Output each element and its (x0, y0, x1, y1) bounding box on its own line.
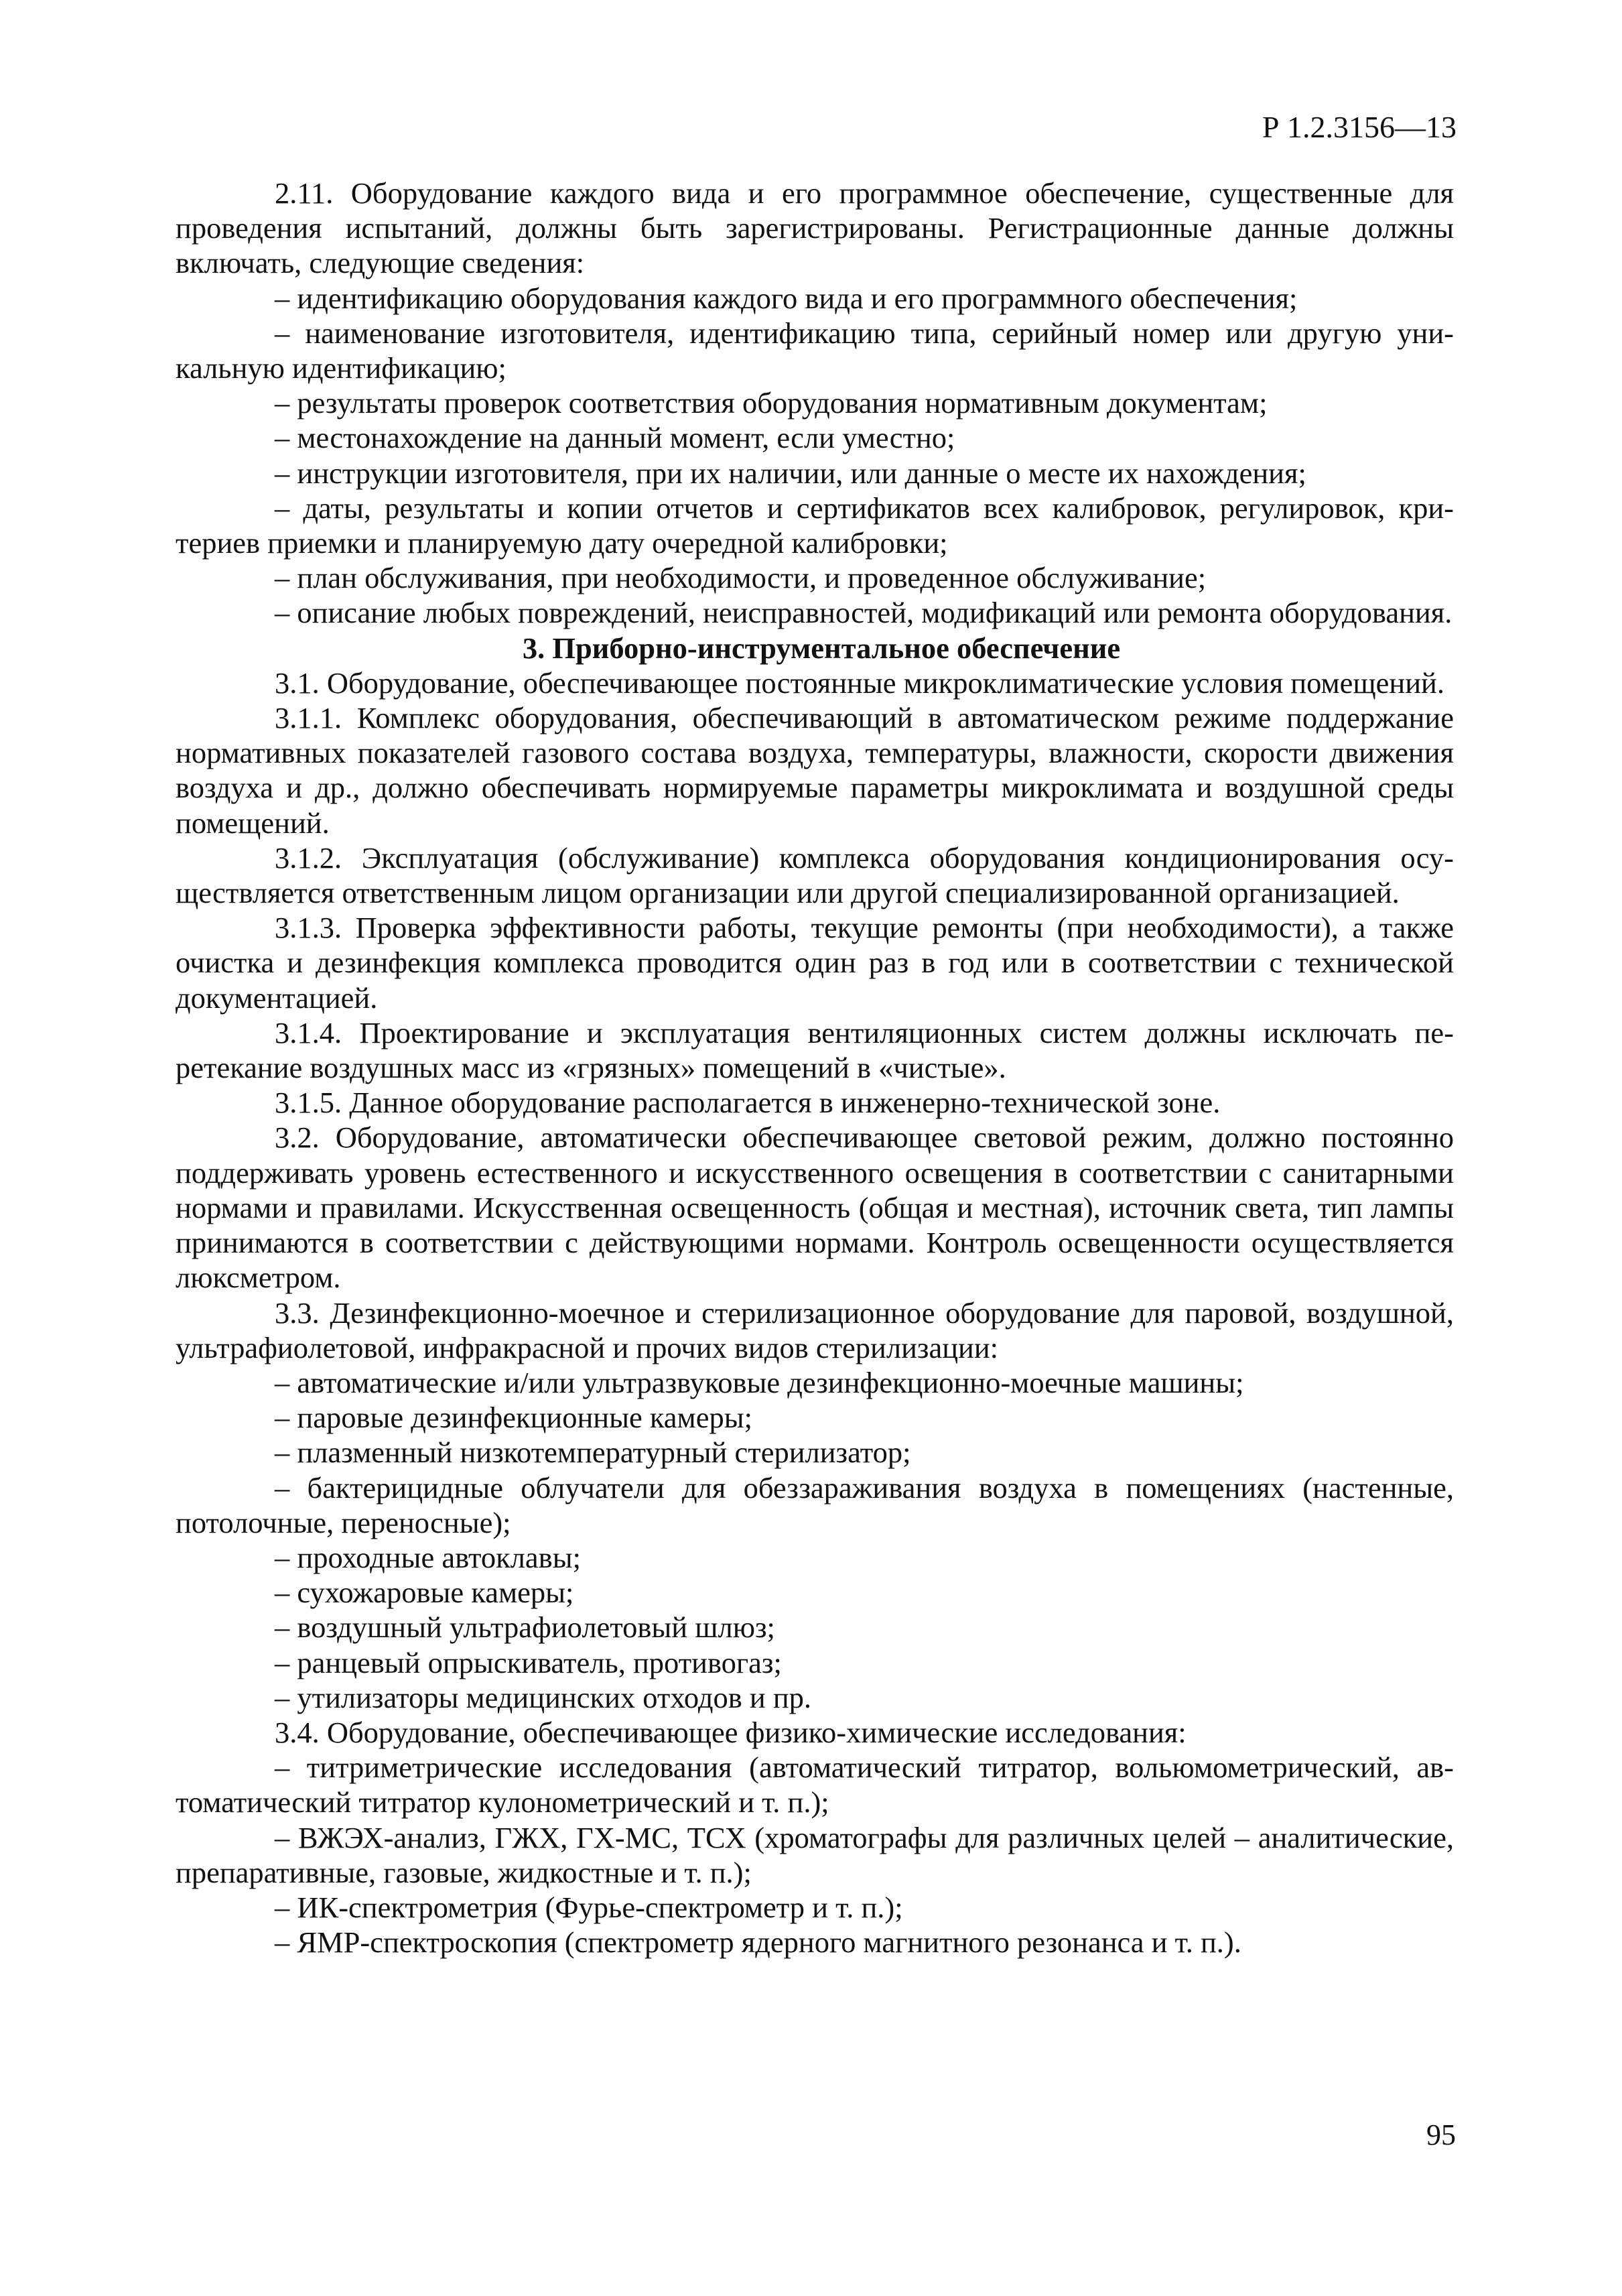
list-item: – ИК-спектрометрия (Фурье-спектрометр и т. п.); (275, 1890, 903, 1924)
list-item: – наименование изготовителя, идентификацию типа, серийный номер или другую уникальную идентификацию; (176, 316, 1454, 385)
list-item: – воздушный ультрафиолетовый шлюз; (275, 1610, 775, 1645)
list-item: – бактерицидные облучатели для обеззараживания воздуха в помещениях (настенные, потолочные, переносные); (176, 1470, 1454, 1539)
list-item: – местонахождение на данный момент, если уместно; (275, 421, 955, 455)
list-item: – проходные автоклавы; (275, 1540, 581, 1574)
paragraph-3-2: 3.2. Оборудование, автоматически обеспечивающее световой режим, должно постоянно поддерживать уровень естественного и искусственного освещения в соответствии с санитарными нормами и правилами. Искусственная освещенность (общая и местная), источник света, тип лампы принимаются в соответствии с действующими нормами. Контроль освещенности осуществляется люксметром. (176, 1121, 1454, 1295)
list-item: – ранцевый опрыскиватель, противогаз; (275, 1645, 782, 1679)
paragraph-3-1-1: 3.1.1. Комплекс оборудования, обеспечивающий в автоматическом режиме поддержание нормативных показателей газового состава воздуха, температуры, влажности, скорости движения воздуха и др., должно обеспечивать нормируемые параметры микроклимата и воздушной среды помещений. (176, 701, 1454, 840)
list-item: – титриметрические исследования (автоматический титратор, вольюмометрический, автоматический титратор кулонометрический и т. п.); (176, 1750, 1454, 1820)
list-item: – плазменный низкотемпературный стерилизатор; (275, 1436, 911, 1470)
paragraph-3-1-3: 3.1.3. Проверка эффективности работы, текущие ремонты (при необходимости), а также очистка и дезинфекция комплекса проводится один раз в год или в соответствии с технической документацией. (176, 911, 1454, 1015)
paragraph-3-4: 3.4. Оборудование, обеспечивающее физико-химические исследования: (275, 1715, 1187, 1749)
list-item: – идентификацию оборудования каждого вида и его программного обеспечения; (275, 281, 1298, 315)
paragraph-3-1-5: 3.1.5. Данное оборудование располагается в инженерно-технической зоне. (275, 1086, 1221, 1120)
paragraph-3-1: 3.1. Оборудование, обеспечивающее постоянные микроклиматические условия помещений. (275, 665, 1444, 700)
paragraph-2-11: 2.11. Оборудование каждого вида и его программное обеспечение, существенные для проведения испытаний, должны быть зарегистрированы. Регистрационные данные должны включать, следующие сведения: (176, 176, 1454, 280)
list-item: – автоматические и/или ультразвуковые дезинфекционно-моечные машины; (275, 1365, 1244, 1399)
list-item: – утилизаторы медицинских отходов и пр. (275, 1680, 812, 1714)
list-item: – сухожаровые камеры; (275, 1576, 574, 1610)
document-code: Р 1.2.3156—13 (1262, 110, 1457, 144)
paragraph-3-3: 3.3. Дезинфекционно-моечное и стерилизационное оборудование для паровой, воздушной, ультрафиолетовой, инфракрасной и прочих видов стерилизации: (176, 1295, 1454, 1364)
section-heading: 3. Приборно-инструментальное обеспечение (522, 631, 1121, 665)
paragraph-3-1-2: 3.1.2. Эксплуатация (обслуживание) комплекса оборудования кондиционирования осуществляется ответственным лицом организации или другой специализированной организацией. (176, 840, 1454, 910)
paragraph-3-1-4: 3.1.4. Проектирование и эксплуатация вентиляционных систем должны исключать перетекание воздушных масс из «грязных» помещений в «чистые». (176, 1015, 1454, 1085)
list-item: – паровые дезинфекционные камеры; (275, 1401, 752, 1435)
list-item: – ЯМР-спектроскопия (спектрометр ядерного магнитного резонанса и т. п.). (275, 1925, 1241, 1960)
page-number: 95 (1426, 2118, 1456, 2151)
document-body (176, 176, 1454, 1960)
list-item: – результаты проверок соответствия оборудования нормативным документам; (275, 386, 1268, 420)
list-item: – описание любых повреждений, неисправностей, модификаций или ремонта оборудования. (275, 596, 1452, 630)
list-item: – инструкции изготовителя, при их наличии, или данные о месте их нахождения; (275, 456, 1306, 490)
list-item: – ВЖЭХ-анализ, ГЖХ, ГХ-МС, ТСХ (хроматографы для различных целей – аналитические, препаративные, газовые, жидкостные и т. п.); (176, 1820, 1454, 1889)
list-item: – даты, результаты и копии отчетов и сертификатов всех калибровок, регулировок, критериев приемки и планируемую дату очередной калибровки; (176, 491, 1454, 560)
list-item: – план обслуживания, при необходимости, и проведенное обслуживание; (275, 561, 1207, 595)
